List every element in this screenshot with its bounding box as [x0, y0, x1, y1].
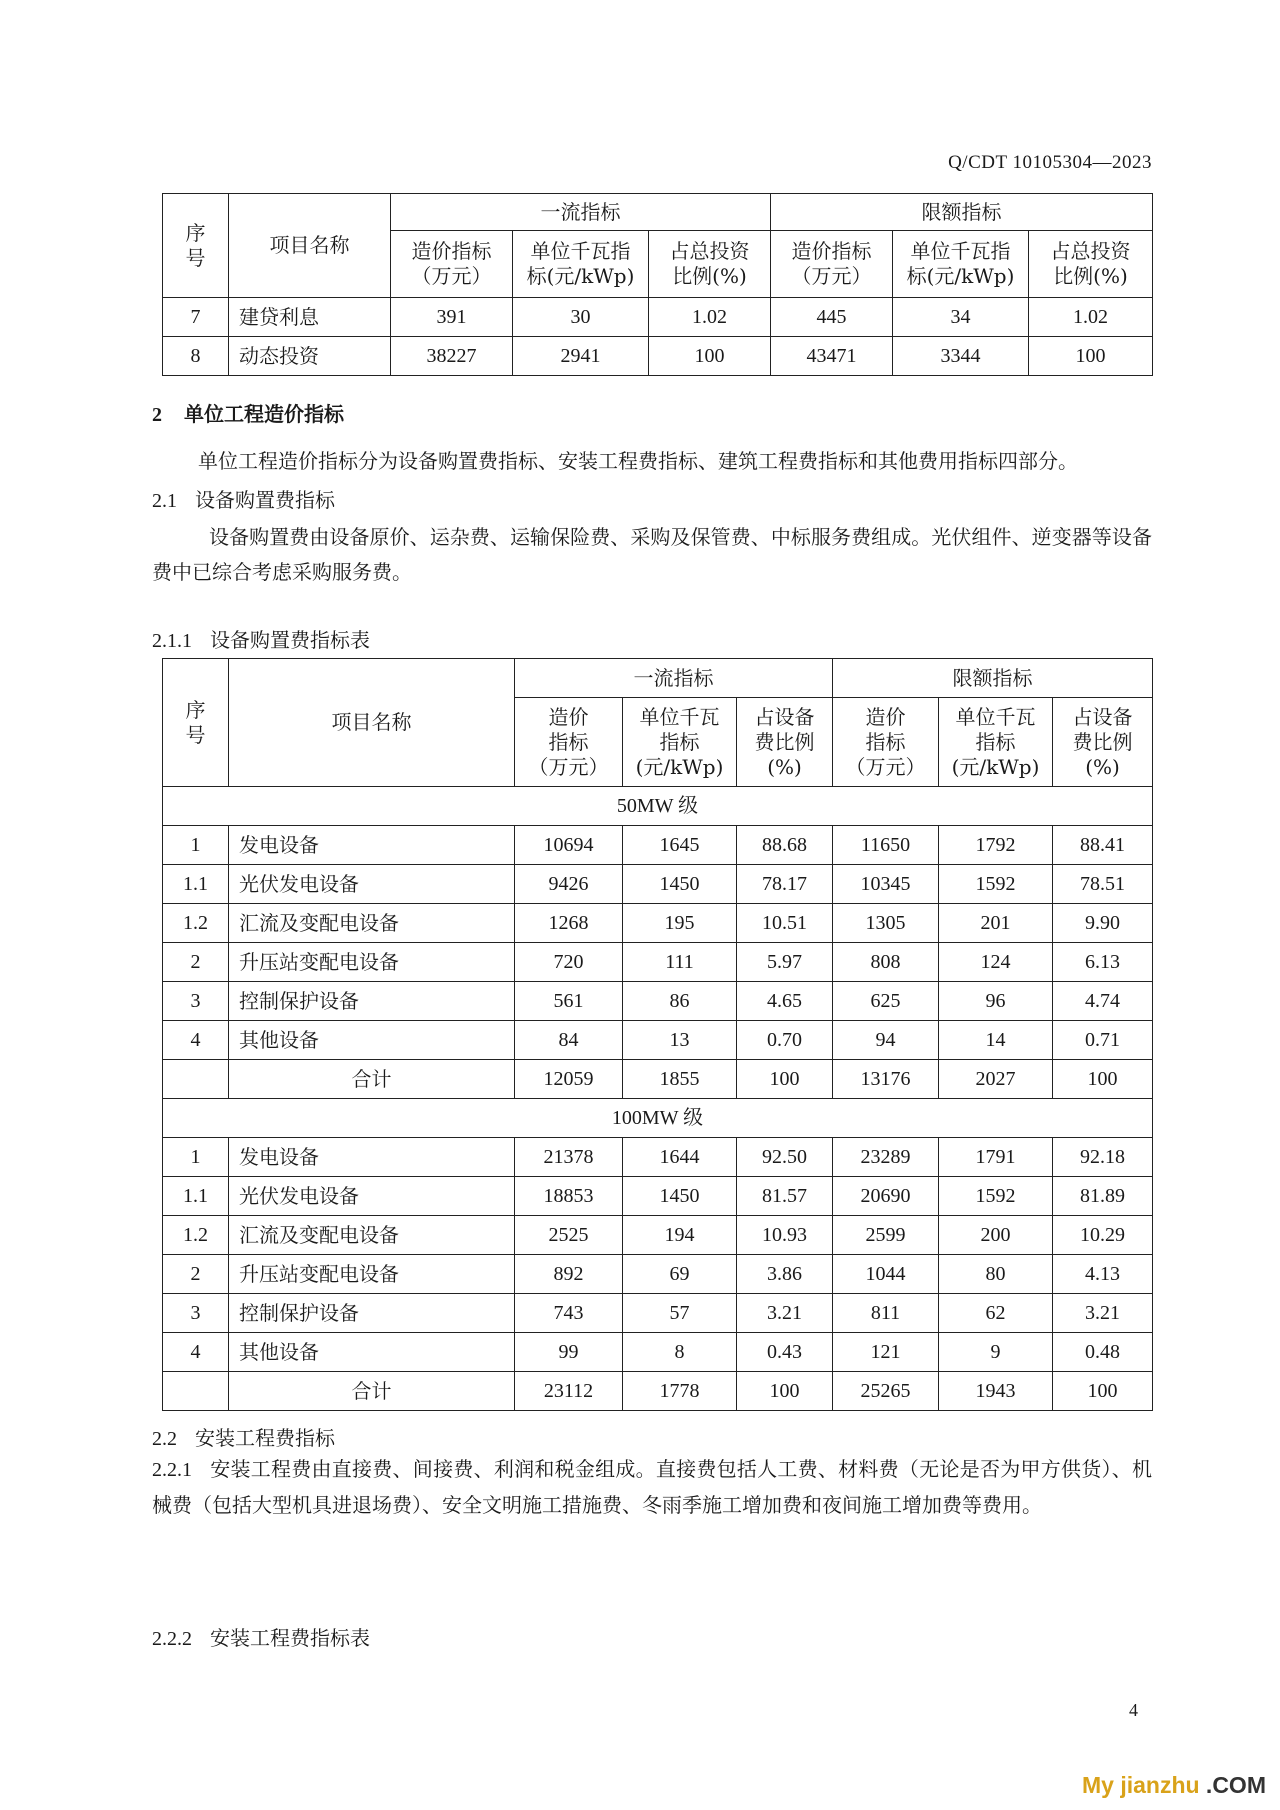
total-label: 合计: [229, 1372, 515, 1411]
total-value: 100: [1053, 1372, 1153, 1411]
row-value: 86: [623, 982, 737, 1021]
table-row: [163, 1294, 1153, 1333]
row-value: 3344: [893, 337, 1029, 376]
row-value: 1305: [833, 904, 939, 943]
row-value: 10.51: [737, 904, 833, 943]
block-label-row: [163, 1099, 1153, 1138]
row-value: 81.57: [737, 1177, 833, 1216]
table-row: [163, 1177, 1153, 1216]
sub-header: 造价 指标 （万元）: [515, 698, 623, 787]
row-seq: 1.1: [163, 865, 229, 904]
page-number: 4: [1129, 1700, 1138, 1720]
row-value: 194: [623, 1216, 737, 1255]
row-value: 80: [939, 1255, 1053, 1294]
row-value: 391: [391, 298, 513, 337]
row-value: 2525: [515, 1216, 623, 1255]
equipment-cost-table: [162, 658, 1153, 1411]
total-value: 1943: [939, 1372, 1053, 1411]
total-value: 1855: [623, 1060, 737, 1099]
table-row: [163, 904, 1153, 943]
row-value: 43471: [771, 337, 893, 376]
row-name: 其他设备: [229, 1333, 515, 1372]
row-value: 100: [649, 337, 771, 376]
table-row: [163, 1021, 1153, 1060]
row-value: 10694: [515, 826, 623, 865]
row-value: 92.50: [737, 1138, 833, 1177]
row-value: 81.89: [1053, 1177, 1153, 1216]
row-value: 62: [939, 1294, 1053, 1333]
sub-header: 占总投资 比例(%): [1029, 231, 1153, 298]
row-value: 20690: [833, 1177, 939, 1216]
row-value: 743: [515, 1294, 623, 1333]
total-row: [163, 1372, 1153, 1411]
row-value: 10.29: [1053, 1216, 1153, 1255]
table-row: [163, 943, 1153, 982]
row-seq: 7: [163, 298, 229, 337]
sub-header: 单位千瓦 指标 (元/kWp): [623, 698, 737, 787]
sub-header: 造价 指标 （万元）: [833, 698, 939, 787]
table-row: [163, 982, 1153, 1021]
row-seq: 3: [163, 1294, 229, 1333]
row-value: 201: [939, 904, 1053, 943]
block-label: 50MW 级: [163, 787, 1153, 826]
table-row: [163, 1216, 1153, 1255]
row-value: 4.65: [737, 982, 833, 1021]
row-value: 0.43: [737, 1333, 833, 1372]
summary-table-continued: [162, 193, 1153, 376]
section-2-1-paragraph: 设备购置费由设备原价、运杂费、运输保险费、采购及保管费、中标服务费组成。光伏组件、逆变器等设备费中已综合考虑采购服务费。: [152, 525, 1152, 584]
col-name-header: 项目名称: [229, 659, 515, 787]
row-value: 30: [513, 298, 649, 337]
row-value: 625: [833, 982, 939, 1021]
row-seq: 1.2: [163, 1216, 229, 1255]
row-value: 9426: [515, 865, 623, 904]
row-seq: 4: [163, 1021, 229, 1060]
row-value: 720: [515, 943, 623, 982]
table-row: [163, 1255, 1153, 1294]
row-value: 1.02: [649, 298, 771, 337]
row-value: 92.18: [1053, 1138, 1153, 1177]
group-first-header: 一流指标: [515, 659, 833, 698]
row-value: 4.74: [1053, 982, 1153, 1021]
table-row: [163, 337, 1153, 376]
sub-header: 占设备 费比例 (%): [737, 698, 833, 787]
row-name: 光伏发电设备: [229, 1177, 515, 1216]
table-row: [163, 865, 1153, 904]
row-seq: 3: [163, 982, 229, 1021]
row-value: 38227: [391, 337, 513, 376]
row-name: 其他设备: [229, 1021, 515, 1060]
table-row: [163, 1138, 1153, 1177]
row-value: 1592: [939, 865, 1053, 904]
sub-header: 造价指标 （万元）: [771, 231, 893, 298]
block-label-row: [163, 787, 1153, 826]
group-limit-header: 限额指标: [771, 194, 1153, 231]
col-name-header: 项目名称: [229, 194, 391, 298]
row-value: 808: [833, 943, 939, 982]
row-seq: 4: [163, 1333, 229, 1372]
row-value: 11650: [833, 826, 939, 865]
col-seq-header: 序 号: [163, 194, 229, 298]
total-value: 1778: [623, 1372, 737, 1411]
row-name: 升压站变配电设备: [229, 943, 515, 982]
row-name: 建贷利息: [229, 298, 391, 337]
col-seq-header: 序 号: [163, 659, 229, 787]
row-value: 21378: [515, 1138, 623, 1177]
row-value: 69: [623, 1255, 737, 1294]
row-value: 94: [833, 1021, 939, 1060]
row-value: 96: [939, 982, 1053, 1021]
row-seq: 8: [163, 337, 229, 376]
row-value: 111: [623, 943, 737, 982]
row-value: 78.17: [737, 865, 833, 904]
section-2-1-heading: 2.1 设备购置费指标: [152, 488, 335, 512]
row-value: 0.71: [1053, 1021, 1153, 1060]
total-value: 100: [1053, 1060, 1153, 1099]
section-2-2-1-paragraph: 2.2.1 安装工程费由直接费、间接费、利润和税金组成。直接费包括人工费、材料费（无论是否为甲方供货）、机械费（包括大型机具进退场费）、安全文明施工措施费、冬雨季施工增加费和夜间施工增加费等费用。: [152, 1457, 1152, 1517]
table-row: [163, 298, 1153, 337]
group-limit-header: 限额指标: [833, 659, 1153, 698]
row-value: 1450: [623, 865, 737, 904]
group-first-header: 一流指标: [391, 194, 771, 231]
row-value: 811: [833, 1294, 939, 1333]
row-seq-empty: [163, 1060, 229, 1099]
row-value: 124: [939, 943, 1053, 982]
table-row: [163, 1333, 1153, 1372]
row-seq: 1: [163, 826, 229, 865]
table-header-row: [163, 659, 1153, 698]
sub-header: 单位千瓦指 标(元/kWp): [893, 231, 1029, 298]
sub-header: 单位千瓦指 标(元/kWp): [513, 231, 649, 298]
row-value: 1044: [833, 1255, 939, 1294]
row-value: 1645: [623, 826, 737, 865]
row-value: 445: [771, 298, 893, 337]
row-value: 10345: [833, 865, 939, 904]
table-header-row: [163, 194, 1153, 231]
row-name: 控制保护设备: [229, 982, 515, 1021]
row-value: 3.21: [737, 1294, 833, 1333]
sub-header: 占总投资 比例(%): [649, 231, 771, 298]
row-value: 88.68: [737, 826, 833, 865]
row-value: 1792: [939, 826, 1053, 865]
row-value: 1644: [623, 1138, 737, 1177]
row-seq: 1.1: [163, 1177, 229, 1216]
row-value: 8: [623, 1333, 737, 1372]
row-value: 78.51: [1053, 865, 1153, 904]
row-value: 84: [515, 1021, 623, 1060]
sub-header: 占设备 费比例 (%): [1053, 698, 1153, 787]
row-seq: 2: [163, 1255, 229, 1294]
row-seq: 2: [163, 943, 229, 982]
row-seq-empty: [163, 1372, 229, 1411]
row-value: 9.90: [1053, 904, 1153, 943]
total-value: 23112: [515, 1372, 623, 1411]
row-name: 升压站变配电设备: [229, 1255, 515, 1294]
row-value: 1592: [939, 1177, 1053, 1216]
row-value: 6.13: [1053, 943, 1153, 982]
row-name: 光伏发电设备: [229, 865, 515, 904]
row-value: 99: [515, 1333, 623, 1372]
total-row: [163, 1060, 1153, 1099]
row-value: 3.86: [737, 1255, 833, 1294]
row-name: 汇流及变配电设备: [229, 904, 515, 943]
row-value: 1791: [939, 1138, 1053, 1177]
row-name: 发电设备: [229, 1138, 515, 1177]
row-value: 14: [939, 1021, 1053, 1060]
row-value: 0.48: [1053, 1333, 1153, 1372]
row-name: 汇流及变配电设备: [229, 1216, 515, 1255]
row-name: 发电设备: [229, 826, 515, 865]
section-2-2-heading: 2.2 安装工程费指标: [152, 1426, 335, 1450]
row-name: 动态投资: [229, 337, 391, 376]
row-value: 2941: [513, 337, 649, 376]
total-value: 12059: [515, 1060, 623, 1099]
site-watermark: My jianzhu .COM: [1081, 1772, 1266, 1798]
section-2-1-1-heading: 2.1.1 设备购置费指标表: [152, 628, 370, 652]
row-value: 10.93: [737, 1216, 833, 1255]
row-value: 1450: [623, 1177, 737, 1216]
row-value: 13: [623, 1021, 737, 1060]
row-value: 5.97: [737, 943, 833, 982]
row-value: 1268: [515, 904, 623, 943]
row-value: 1.02: [1029, 298, 1153, 337]
row-value: 9: [939, 1333, 1053, 1372]
table-row: [163, 826, 1153, 865]
total-value: 25265: [833, 1372, 939, 1411]
total-label: 合计: [229, 1060, 515, 1099]
row-name: 控制保护设备: [229, 1294, 515, 1333]
total-value: 100: [737, 1372, 833, 1411]
row-value: 88.41: [1053, 826, 1153, 865]
sub-header: 造价指标 （万元）: [391, 231, 513, 298]
row-value: 57: [623, 1294, 737, 1333]
row-value: 4.13: [1053, 1255, 1153, 1294]
row-value: 18853: [515, 1177, 623, 1216]
row-value: 892: [515, 1255, 623, 1294]
row-seq: 1.2: [163, 904, 229, 943]
row-value: 0.70: [737, 1021, 833, 1060]
row-seq: 1: [163, 1138, 229, 1177]
total-value: 13176: [833, 1060, 939, 1099]
row-value: 3.21: [1053, 1294, 1153, 1333]
row-value: 23289: [833, 1138, 939, 1177]
row-value: 2599: [833, 1216, 939, 1255]
row-value: 100: [1029, 337, 1153, 376]
total-value: 2027: [939, 1060, 1053, 1099]
row-value: 195: [623, 904, 737, 943]
sub-header: 单位千瓦 指标 (元/kWp): [939, 698, 1053, 787]
row-value: 34: [893, 298, 1029, 337]
row-value: 121: [833, 1333, 939, 1372]
total-value: 100: [737, 1060, 833, 1099]
section-2-paragraph: 单位工程造价指标分为设备购置费指标、安装工程费指标、建筑工程费指标和其他费用指标四部分。: [198, 449, 1078, 473]
section-2-2-2-heading: 2.2.2 安装工程费指标表: [152, 1626, 370, 1650]
row-value: 561: [515, 982, 623, 1021]
document-code: Q/CDT 10105304—2023: [948, 152, 1152, 173]
row-value: 200: [939, 1216, 1053, 1255]
section-2-heading: 2 单位工程造价指标: [152, 402, 344, 426]
block-label: 100MW 级: [163, 1099, 1153, 1138]
